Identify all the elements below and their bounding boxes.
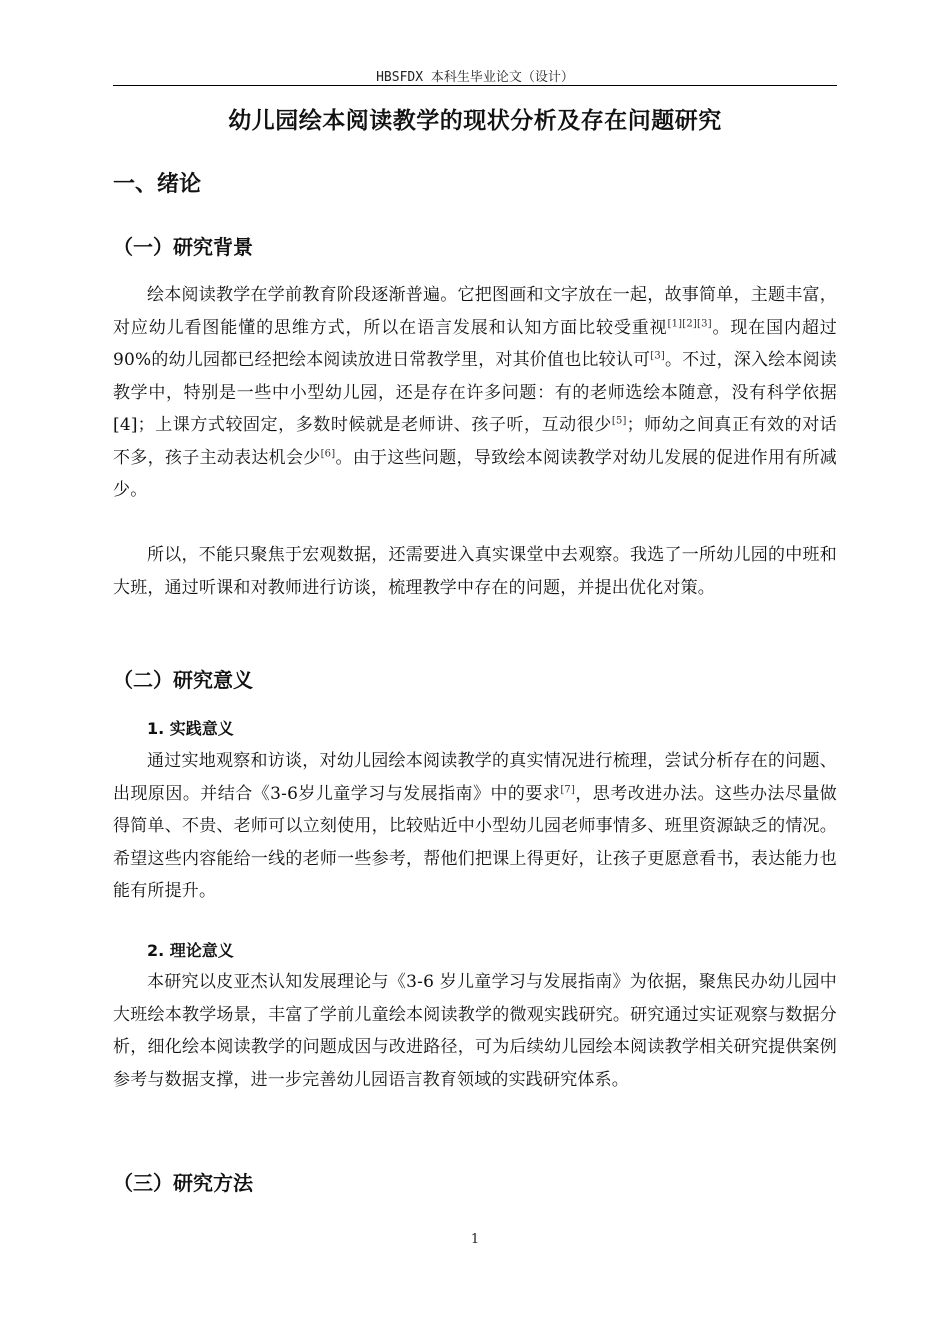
subsection-heading-methods: （三）研究方法	[113, 1171, 253, 1195]
text-run: 绘本阅读教学在学前教育阶段逐渐普遍。它把图画和文字放在一起，故事简单，主题丰富，对应幼儿看图能懂的思维方式，所以在语言发展和认知方面比较受重视	[113, 285, 837, 338]
header-rule	[113, 85, 837, 86]
citation-ref: [5]	[611, 415, 627, 427]
paragraph-theoretical: 本研究以皮亚杰认知发展理论与《3-6 岁儿童学习与发展指南》为依据，聚焦民办幼儿园中大班绘本教学场景，丰富了学前儿童绘本阅读教学的微观实践研究。研究通过实证观察与数据分析，细化绘本阅读教学的问题成因与改进路径，可为后续幼儿园绘本阅读教学相关研究提供案例参考与数据支撑，进一步完善幼儿园语言教育领域的实践研究体系。	[113, 972, 837, 1090]
text-run: 。不过，深入绘本阅读教学中，特别是一些中小型幼儿园，还是存在许多问题：有的老师选绘本随意，没有科学依据[4]；上课方式较固定，多数时候就是老师讲、孩子听，互动很少	[113, 350, 837, 435]
paragraph-background-1	[113, 279, 837, 507]
text-run: 。现在国内超过90%的幼儿园都已经把绘本阅读放进日常教学里，对其价值也比较认可	[113, 317, 838, 370]
running-header: HBSFDX 本科生毕业论文（设计）	[376, 70, 574, 85]
subsection-heading-significance: （二）研究意义	[113, 668, 253, 692]
citation-ref: [1][2][3]	[667, 317, 712, 329]
paper-title: 幼儿园绘本阅读教学的现状分析及存在问题研究	[228, 108, 722, 134]
section-heading-introduction: 一、绪论	[113, 172, 202, 197]
paragraph-practical	[113, 745, 837, 908]
item-heading-theoretical: 2. 理论意义	[147, 941, 234, 960]
citation-ref: [3]	[650, 350, 665, 362]
citation-ref: [7]	[560, 783, 576, 795]
text-run: 。由于这些问题，导致绘本阅读教学对幼儿发展的促进作用有所减少。	[113, 447, 837, 500]
paragraph-background-2: 所以，不能只聚焦于宏观数据，还需要进入真实课堂中去观察。我选了一所幼儿园的中班和大班，通过听课和对教师进行访谈，梳理教学中存在的问题，并提出优化对策。	[113, 545, 837, 598]
page-number: 1	[470, 1232, 480, 1247]
subsection-heading-background: （一）研究背景	[113, 235, 253, 259]
citation-ref: [6]	[320, 447, 336, 459]
item-heading-practical: 1. 实践意义	[147, 719, 234, 738]
text-run: ；师幼之间真正有效的对话不多，孩子主动表达机会少	[113, 415, 837, 468]
text-run: 通过实地观察和访谈，对幼儿园绘本阅读教学的真实情况进行梳理，尝试分析存在的问题、出现原因。并结合《3-6岁儿童学习与发展指南》中的要求	[113, 751, 837, 804]
text-run: ，思考改进办法。这些办法尽量做得简单、不贵、老师可以立刻使用，比较贴近中小型幼儿园老师事情多、班里资源缺乏的情况。希望这些内容能给一线的老师一些参考，帮他们把课上得更好，让孩子更愿意看书，表达能力也能有所提升。	[113, 783, 837, 901]
